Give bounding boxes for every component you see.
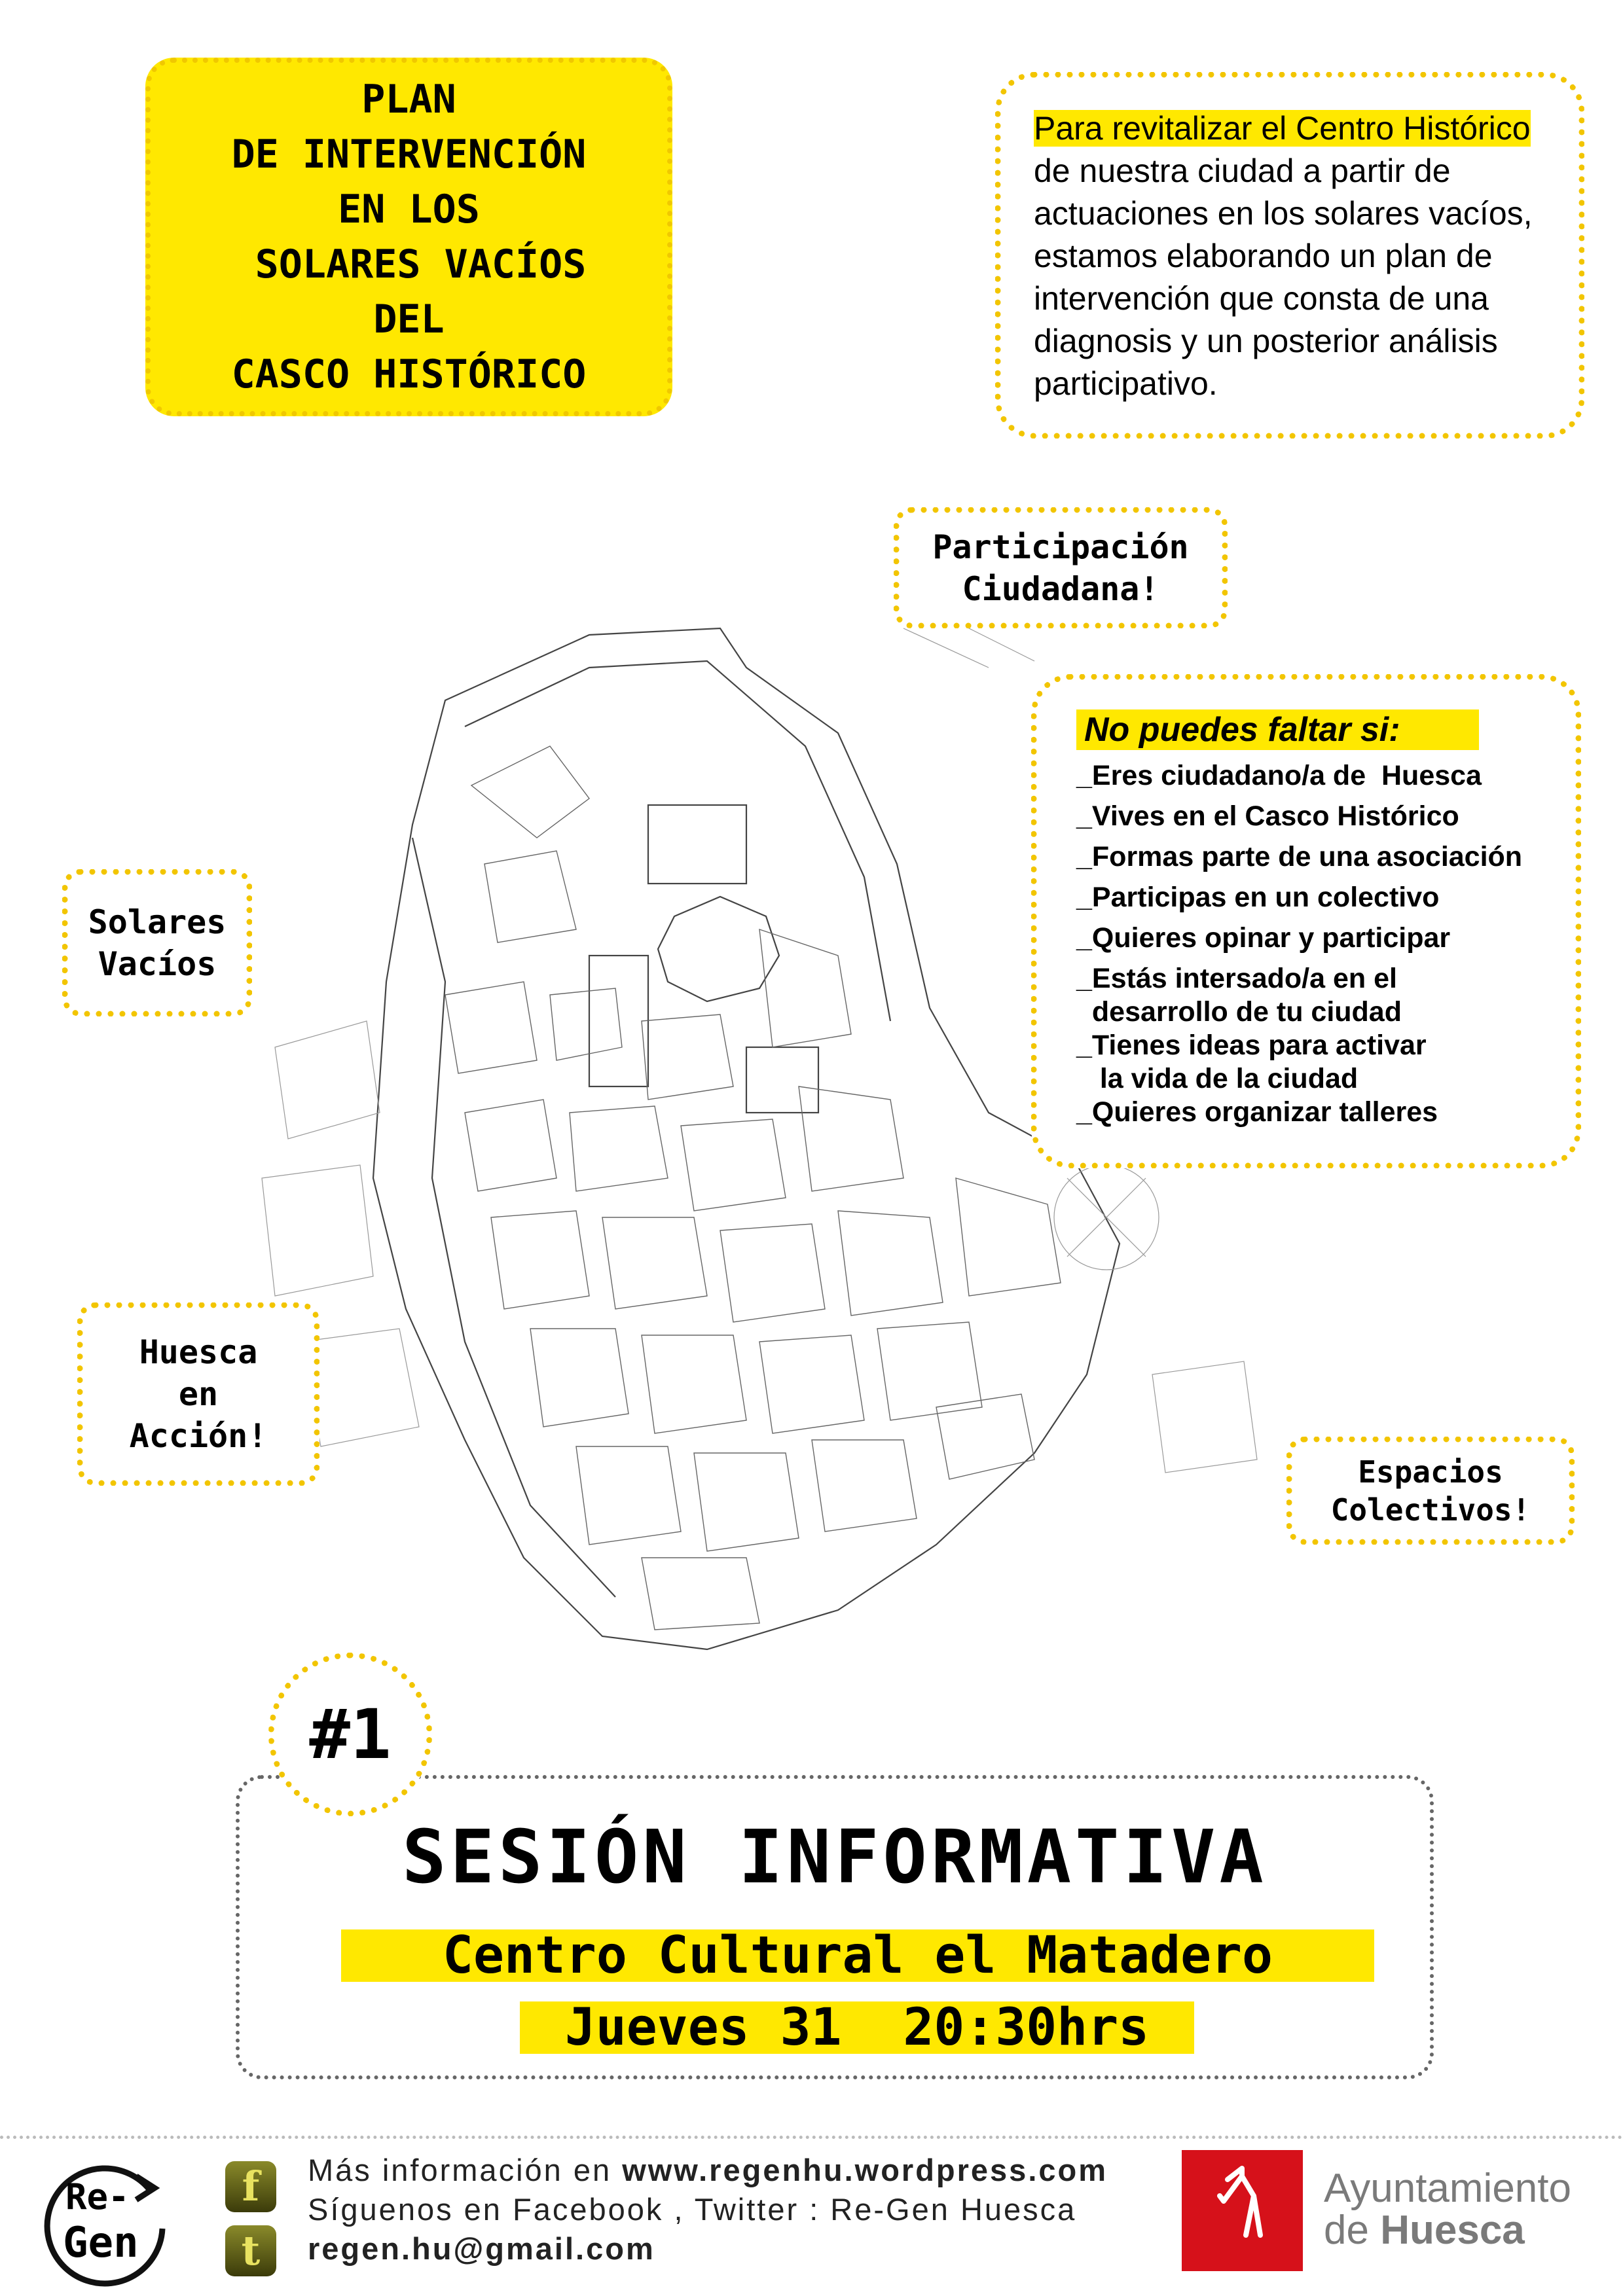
intro-line: de nuestra ciudad a partir de bbox=[1034, 152, 1451, 189]
checklist bbox=[1076, 759, 1575, 1129]
intro-line: actuaciones en los solares vacíos, bbox=[1034, 195, 1533, 232]
intro-line: intervención que consta de una bbox=[1034, 280, 1489, 317]
intro-highlight: Para revitalizar el Centro Histórico bbox=[1034, 110, 1531, 147]
tag-line: en bbox=[178, 1375, 219, 1413]
list-item: _Tienes ideas para activar bbox=[1076, 1030, 1427, 1061]
footer-info-prefix: Más información en bbox=[308, 2153, 623, 2187]
checklist-heading: No puedes faltar si: bbox=[1076, 709, 1479, 750]
ayuntamiento-line2 bbox=[1324, 2210, 1525, 2251]
list-item: _Vives en el Casco Histórico bbox=[1076, 800, 1459, 832]
list-item: _Estás intersado/a en el bbox=[1076, 963, 1397, 994]
ayuntamiento-line1: Ayuntamiento bbox=[1324, 2166, 1571, 2211]
intro-line: participativo. bbox=[1034, 365, 1218, 402]
tag-line: Espacios bbox=[1358, 1454, 1503, 1490]
ayuntamiento-logo bbox=[1182, 2150, 1303, 2271]
ayuntamiento-city: Huesca bbox=[1380, 2208, 1525, 2253]
session-number-badge bbox=[268, 1653, 432, 1816]
list-item: la vida de la ciudad bbox=[1076, 1063, 1359, 1094]
list-item: _Quieres organizar talleres bbox=[1076, 1096, 1438, 1128]
tag-line: Huesca bbox=[139, 1333, 258, 1371]
email-link[interactable]: regen.hu@gmail.com bbox=[308, 2231, 655, 2266]
title-line: SOLARES VACÍOS bbox=[231, 242, 587, 287]
title-line: CASCO HISTÓRICO bbox=[231, 351, 587, 397]
tag-line: Participación bbox=[932, 528, 1189, 566]
session-date: Jueves 31 20:30hrs bbox=[520, 2001, 1194, 2054]
intro-box bbox=[995, 72, 1584, 439]
horse-emblem-icon bbox=[1182, 2150, 1303, 2271]
title-line: DEL bbox=[373, 296, 445, 342]
tag-line: Ciudadana! bbox=[962, 569, 1159, 608]
tag-huesca-accion bbox=[77, 1302, 319, 1486]
regen-logo-bottom: Gen bbox=[63, 2219, 139, 2267]
list-item: desarrollo de tu ciudad bbox=[1076, 996, 1402, 1028]
footer-divider bbox=[0, 2136, 1623, 2139]
tag-line: Colectivos! bbox=[1330, 1492, 1531, 1528]
footer-follow-line bbox=[308, 2191, 1076, 2227]
regen-logo-top: Re- bbox=[65, 2176, 130, 2217]
session-title: SESIÓN INFORMATIVA bbox=[402, 1815, 1267, 1900]
title-line: PLAN bbox=[361, 77, 456, 122]
tag-solares bbox=[62, 869, 252, 1016]
ayuntamiento-line2-prefix: de bbox=[1324, 2208, 1381, 2253]
tag-line: Vacíos bbox=[98, 944, 217, 983]
intro-line: diagnosis y un posterior análisis bbox=[1034, 323, 1498, 359]
list-item: _Quieres opinar y participar bbox=[1076, 922, 1451, 954]
intro-line: estamos elaborando un plan de bbox=[1034, 238, 1493, 274]
footer-follow-prefix: Síguenos en bbox=[308, 2192, 513, 2227]
session-number: #1 bbox=[309, 1695, 392, 1774]
twitter-icon[interactable]: t bbox=[225, 2225, 276, 2276]
tag-line: Solares bbox=[88, 903, 227, 941]
footer-social-handles: Facebook , Twitter : Re-Gen Huesca bbox=[513, 2192, 1077, 2227]
checklist-box bbox=[1031, 674, 1581, 1168]
tag-line: Acción! bbox=[129, 1417, 268, 1455]
list-item: _Participas en un colectivo bbox=[1076, 882, 1440, 913]
list-item: _Eres ciudadano/a de Huesca bbox=[1076, 760, 1482, 791]
tag-participacion bbox=[894, 507, 1228, 628]
facebook-icon[interactable]: f bbox=[225, 2161, 276, 2212]
session-box bbox=[236, 1775, 1434, 2079]
title-line: EN LOS bbox=[338, 187, 480, 232]
title-box bbox=[145, 58, 672, 416]
footer-info-line bbox=[308, 2152, 1108, 2188]
session-venue: Centro Cultural el Matadero bbox=[341, 1929, 1374, 1982]
title-line: DE INTERVENCIÓN bbox=[231, 132, 587, 177]
regen-logo bbox=[38, 2150, 175, 2287]
tag-espacios bbox=[1286, 1437, 1575, 1545]
website-link[interactable]: www.regenhu.wordpress.com bbox=[622, 2153, 1108, 2187]
list-item: _Formas parte de una asociación bbox=[1076, 841, 1523, 872]
footer-email-line bbox=[308, 2231, 655, 2267]
